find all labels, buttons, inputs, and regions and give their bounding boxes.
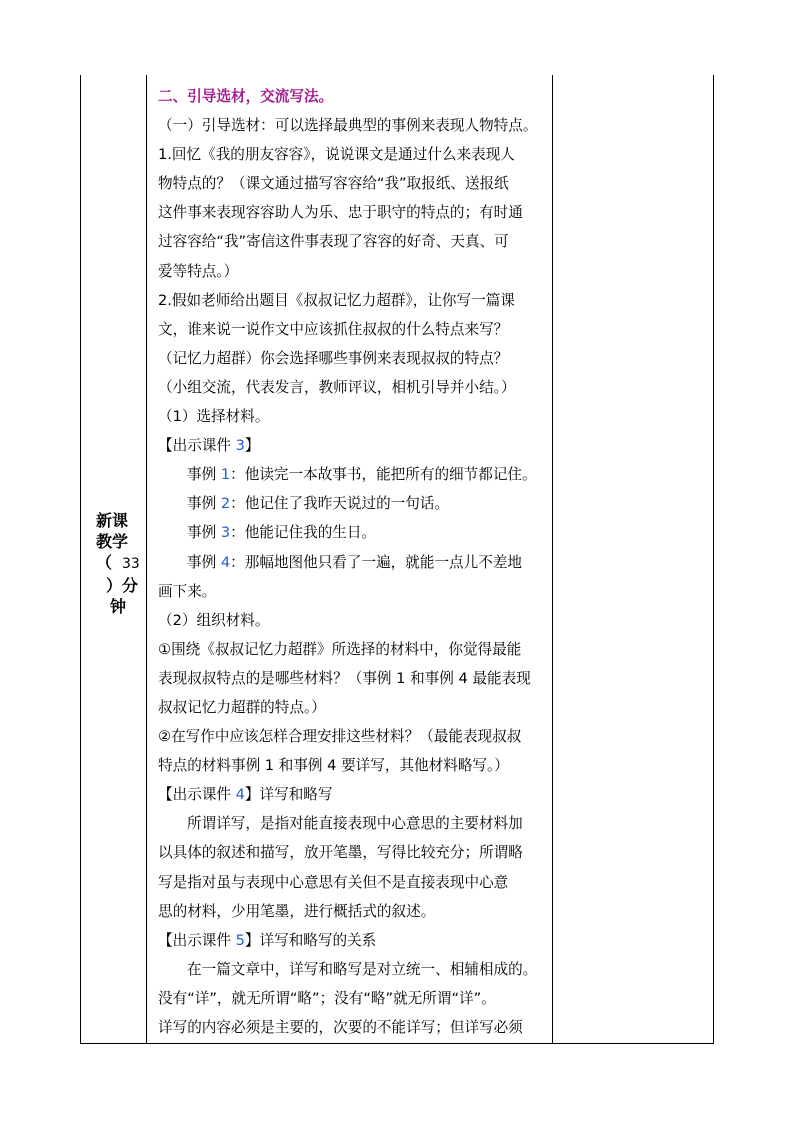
courseware-label — [158, 926, 556, 955]
content-line: ①围绕《叔叔记忆力超群》所选择的材料中，你觉得最能 — [158, 640, 522, 658]
content-line: 这件事来表现容容助人为乐、忠于职守的特点的；有时通 — [158, 204, 523, 222]
content-line: 详写的内容必须是主要的，次要的不能详写；但详写必须 — [158, 1019, 523, 1036]
lesson-content — [158, 82, 556, 1042]
section-label-line: 新课 — [96, 511, 129, 530]
content-line: 思的材料，少用笔墨，进行概括式的叙述。 — [158, 902, 436, 920]
section-title: 二、引导选材，交流写法。 — [158, 88, 334, 105]
courseware-number: 5 — [235, 931, 245, 949]
section-label — [96, 510, 140, 617]
example-prefix: 事例 — [187, 495, 221, 513]
example-prefix: 事例 — [187, 524, 221, 542]
content-line: 画下来。 — [158, 582, 217, 600]
example-number: 1 — [220, 466, 231, 484]
content-line: （记忆力超群）你会选择哪些事例来表现叔叔的特点？ — [158, 349, 509, 367]
example-number: 4 — [220, 553, 231, 571]
example-number: 3 — [220, 524, 231, 542]
courseware-bracket: 【出示课件 — [158, 931, 236, 949]
example-number: 2 — [220, 495, 231, 513]
content-line: 2.假如老师给出题目《叔叔记忆力超群》，让你写一篇课 — [158, 291, 515, 309]
courseware-bracket: 】 — [244, 437, 260, 455]
courseware-title: 】详写和略写的关系 — [244, 931, 377, 949]
content-line: 在一篇文章中，详写和略写是对立统一、相辅相成的。 — [187, 960, 538, 978]
content-line: （小组交流，代表发言，教师评议，相机引导并小结。） — [158, 378, 516, 396]
example-text: ：他记住了我昨天说过的一句话。 — [230, 495, 450, 513]
example-line — [158, 548, 556, 577]
section-label-line — [96, 552, 140, 575]
example-prefix: 事例 — [187, 466, 221, 484]
example-text: ：他能记住我的生日。 — [230, 524, 377, 542]
content-line: 表现叔叔特点的是哪些材料？（事例 1 和事例 4 最能表现 — [158, 669, 531, 687]
example-prefix: 事例 — [187, 553, 221, 571]
example-line — [158, 489, 556, 518]
content-line: （一）引导选材：可以选择最典型的事例来表现人物特点。 — [158, 117, 538, 135]
content-line: 过容容给“我”寄信这件事表现了容容的好奇、天真、可 — [158, 233, 509, 251]
example-text: ：他读完一本故事书，能把所有的细节都记住。 — [230, 466, 537, 484]
courseware-bracket: 【出示课件 — [158, 786, 236, 804]
content-line: 1.回忆《我的朋友容容》，说说课文是通过什么来表现人 — [158, 146, 515, 164]
section-label-line: 教学 — [96, 532, 129, 551]
content-line: 文，谁来说一说作文中应该抓住叔叔的什么特点来写？ — [158, 320, 509, 338]
content-line: 没有“详”，就无所谓“略”；没有“略”就无所谓“详”。 — [158, 989, 496, 1007]
example-line — [158, 518, 556, 547]
table-border-bottom — [80, 1043, 714, 1044]
table-border-left — [80, 75, 81, 1044]
courseware-title: 】详写和略写 — [244, 786, 333, 804]
content-line: （1）选择材料。 — [158, 408, 270, 426]
courseware-label — [158, 780, 556, 809]
example-text: ：那幅地图他只看了一遍，就能一点儿不差地 — [230, 553, 523, 571]
courseware-number: 3 — [235, 437, 245, 455]
courseware-number: 4 — [235, 786, 245, 804]
section-label-line: ）分 — [106, 576, 139, 595]
content-line: 爱等特点。） — [158, 262, 239, 280]
content-line: ②在写作中应该怎样合理安排这些材料？（最能表现叔叔 — [158, 728, 522, 746]
content-line: （2）组织材料。 — [158, 611, 270, 629]
courseware-bracket: 【出示课件 — [158, 437, 236, 455]
content-line: 所谓详写，是指对能直接表现中心意思的主要材料加 — [187, 815, 523, 833]
content-line: 以具体的叙述和描写，放开笔墨，写得比较充分；所谓略 — [158, 844, 523, 862]
table-border-col1 — [146, 75, 147, 1044]
content-line: 物特点的？（课文通过描写容容给“我”取报纸、送报纸 — [158, 175, 509, 193]
content-line: 特点的材料事例 1 和事例 4 要详写，其他材料略写。） — [158, 757, 509, 775]
content-line: 写是指对虽与表现中心意思有关但不是直接表现中心意 — [158, 873, 509, 891]
content-line: 叔叔记忆力超群的特点。） — [158, 698, 326, 716]
section-label-minutes: 33 — [122, 556, 140, 572]
courseware-label — [158, 431, 556, 460]
table-border-right — [713, 75, 714, 1044]
example-line — [158, 460, 556, 489]
section-label-paren: （ — [96, 553, 113, 572]
section-label-line: 钟 — [109, 597, 126, 616]
